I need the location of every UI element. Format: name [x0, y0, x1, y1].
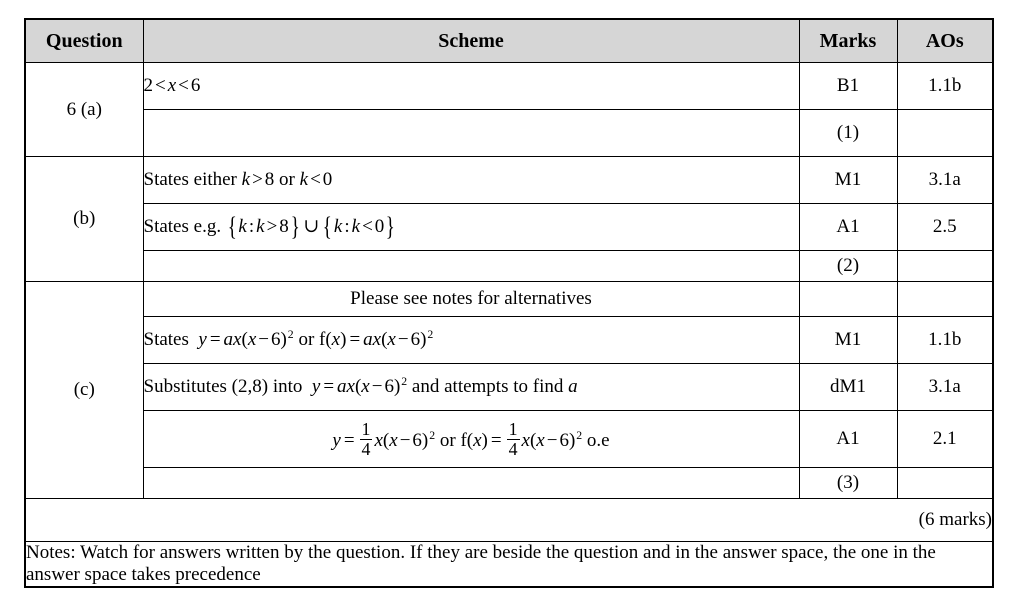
- table-row: [25, 282, 993, 317]
- text-states-eg: States e.g.: [143, 215, 222, 237]
- set-variable-k-2: k: [256, 215, 265, 237]
- math-expression-c-m1: [144, 329, 434, 350]
- variable-x-1: x: [374, 430, 383, 452]
- exponent-2-2: 2: [427, 327, 434, 341]
- total-marks-cell: (6 marks): [25, 499, 993, 542]
- table-row: [25, 364, 993, 411]
- marks-subtotal-c: (3): [799, 468, 897, 499]
- variable-x-1: x: [346, 376, 355, 398]
- colon-2: :: [344, 215, 350, 237]
- variable-x-4: x: [536, 430, 545, 452]
- minus-2: −: [546, 430, 558, 452]
- scheme-cell-c-dm1: [143, 364, 799, 411]
- aos-cell-b-a1: 2.5: [897, 204, 993, 251]
- variable-x-1: x: [233, 329, 242, 351]
- paren-open-2: (: [381, 329, 388, 351]
- aos-cell-a-total: [897, 110, 993, 157]
- column-header-marks: Marks: [799, 19, 897, 63]
- exponent-2: 2: [401, 374, 408, 388]
- mark-scheme-table: [24, 18, 994, 588]
- minus-1: −: [258, 329, 269, 351]
- scheme-cell-b-a1: [143, 204, 799, 251]
- table-row: [25, 157, 993, 204]
- math-expression-a: [144, 75, 201, 96]
- table-header-row: [25, 19, 993, 63]
- minus-1: −: [399, 430, 411, 452]
- question-label-b: (b): [25, 157, 143, 282]
- marks-cell-c-m1: M1: [799, 317, 897, 364]
- exponent-2-1: 2: [429, 428, 436, 442]
- fraction-denominator: 4: [508, 438, 518, 459]
- paren-open-1: (: [382, 430, 390, 452]
- minus-2: −: [397, 329, 409, 351]
- aos-cell-c-note: [897, 282, 993, 317]
- set-variable-k-4: k: [351, 215, 361, 237]
- marks-cell-b-m1: M1: [799, 157, 897, 204]
- table-row: [25, 110, 993, 157]
- coefficient-a-2: a: [363, 329, 373, 351]
- marks-cell-c-note: [799, 282, 897, 317]
- fx-variable-x-1: x: [331, 329, 341, 351]
- variable-x-3: x: [521, 430, 530, 452]
- column-header-aos: AOs: [897, 19, 993, 63]
- equals-1: =: [343, 430, 355, 452]
- mark-scheme-sheet: [24, 18, 994, 588]
- fx-paren-open: (: [466, 430, 474, 452]
- text-or: or: [439, 430, 456, 452]
- text-or-1: or: [279, 169, 295, 191]
- variable-k-1: k: [241, 169, 251, 191]
- function-f-1: f: [319, 329, 326, 351]
- math-expression-b-m1: [144, 169, 333, 190]
- table-row: [25, 411, 993, 468]
- union-symbol: ∪: [303, 215, 320, 237]
- text-substitutes: Substitutes: [143, 376, 227, 398]
- fraction-one-quarter-1: [360, 420, 373, 457]
- paren-open-1: (: [241, 329, 248, 351]
- greater-than: >: [266, 215, 278, 237]
- text-oe: o.e: [586, 430, 610, 452]
- equals-2: =: [349, 329, 361, 351]
- brace-close-2: }: [386, 211, 396, 241]
- exponent-2-2: 2: [576, 428, 583, 442]
- aos-cell-b-m1: 3.1a: [897, 157, 993, 204]
- notes-row: [25, 542, 993, 587]
- variable-x: x: [167, 75, 177, 97]
- marks-cell-a-answer: B1: [799, 63, 897, 110]
- variable-x-3: x: [372, 329, 382, 351]
- less-than-1: <: [155, 75, 166, 97]
- number-6-1: 6: [412, 430, 422, 452]
- fraction-numerator: 1: [361, 419, 371, 440]
- table-row: [25, 317, 993, 364]
- aos-cell-c-a1: 2.1: [897, 411, 993, 468]
- paren-close: ): [393, 376, 401, 398]
- less-than-2: <: [178, 75, 189, 97]
- equals-2: =: [490, 430, 502, 452]
- equals-1: =: [209, 329, 221, 351]
- text-and-attempts: and attempts to find: [411, 376, 564, 398]
- aos-cell-b-total: [897, 251, 993, 282]
- text-states: States: [143, 329, 189, 351]
- fraction-numerator: 1: [508, 419, 518, 440]
- coefficient-a-find: a: [568, 376, 578, 398]
- variable-y: y: [311, 376, 321, 398]
- scheme-cell-c-a1: [143, 411, 799, 468]
- variable-y: y: [198, 329, 207, 351]
- scheme-cell-b-blank: [143, 251, 799, 282]
- number-6-2: 6: [559, 430, 569, 452]
- fx-variable-x: x: [473, 430, 482, 452]
- aos-cell-c-dm1: 3.1a: [897, 364, 993, 411]
- paren-close-2: ): [568, 430, 576, 452]
- marks-subtotal-a: (1): [799, 110, 897, 157]
- total-marks-row: [25, 499, 993, 542]
- text-into: into: [272, 376, 303, 398]
- greater-than: >: [252, 169, 263, 191]
- aos-cell-c-total: [897, 468, 993, 499]
- aos-cell-a-answer: 1.1b: [897, 63, 993, 110]
- paren-close-1: ): [421, 430, 429, 452]
- marks-cell-b-a1: A1: [799, 204, 897, 251]
- variable-x-2: x: [247, 329, 257, 351]
- equals: =: [323, 376, 335, 398]
- less-than: <: [362, 215, 373, 237]
- scheme-cell-a-blank: [143, 110, 799, 157]
- number-6: 6: [384, 376, 394, 398]
- fx-paren-close-1: ): [340, 329, 347, 351]
- column-header-question: Question: [25, 19, 143, 63]
- coefficient-a-1: a: [223, 329, 234, 351]
- number-6: 6: [190, 75, 201, 97]
- scheme-cell-c-note: Please see notes for alternatives: [143, 282, 799, 317]
- set-variable-k-3: k: [333, 215, 343, 237]
- fx-paren-close: ): [481, 430, 488, 452]
- number-8: 8: [264, 169, 275, 191]
- math-expression-b-a1: [143, 211, 397, 241]
- scheme-cell-b-m1: [143, 157, 799, 204]
- table-row: [25, 63, 993, 110]
- paren-open-2: (: [529, 430, 537, 452]
- variable-x-2: x: [361, 376, 370, 398]
- fraction-one-quarter-2: [507, 420, 520, 457]
- marks-subtotal-b: (2): [799, 251, 897, 282]
- scheme-cell-a-answer: [143, 63, 799, 110]
- math-expression-c-dm1: [144, 376, 578, 397]
- fx-paren-open-1: (: [325, 329, 332, 351]
- number-6-2: 6: [410, 329, 421, 351]
- variable-k-2: k: [299, 169, 309, 191]
- colon-1: :: [248, 215, 255, 237]
- notes-cell: Notes: Watch for answers written by the question. If they are beside the question and in the answer space, the one in the answer space takes precedence: [25, 542, 993, 587]
- brace-open-2: {: [323, 211, 333, 241]
- question-label-a: 6 (a): [25, 63, 143, 157]
- fraction-denominator: 4: [361, 438, 371, 459]
- question-label-c: (c): [25, 282, 143, 499]
- exponent-2-1: 2: [287, 327, 294, 341]
- paren-close-1: ): [280, 329, 287, 351]
- variable-y: y: [332, 430, 341, 452]
- column-header-scheme: Scheme: [143, 19, 799, 63]
- paren-open: (: [354, 376, 362, 398]
- aos-cell-c-m1: 1.1b: [897, 317, 993, 364]
- number-8: 8: [279, 215, 289, 237]
- brace-close-1: }: [290, 211, 300, 241]
- text-or-2: or: [298, 329, 315, 351]
- math-expression-c-a1: [332, 419, 610, 459]
- paren-close-2: ): [420, 329, 427, 351]
- brace-open-1: {: [227, 211, 237, 241]
- minus: −: [371, 376, 383, 398]
- variable-x-2: x: [389, 430, 398, 452]
- table-row: [25, 251, 993, 282]
- point-2-8: (2,8): [231, 376, 269, 398]
- text-states-either: States either: [143, 169, 237, 191]
- table-row: [25, 468, 993, 499]
- scheme-cell-c-m1: [143, 317, 799, 364]
- function-f: f: [460, 430, 467, 452]
- coefficient-a: a: [337, 376, 347, 398]
- set-variable-k-1: k: [238, 215, 247, 237]
- marks-cell-c-a1: A1: [799, 411, 897, 468]
- less-than: <: [310, 169, 321, 191]
- marks-cell-c-dm1: dM1: [799, 364, 897, 411]
- table-row: [25, 204, 993, 251]
- number-0: 0: [322, 169, 333, 191]
- scheme-cell-c-blank: [143, 468, 799, 499]
- number-0: 0: [374, 215, 385, 237]
- number-6-1: 6: [270, 329, 281, 351]
- number-2: 2: [143, 75, 153, 97]
- variable-x-4: x: [387, 329, 396, 351]
